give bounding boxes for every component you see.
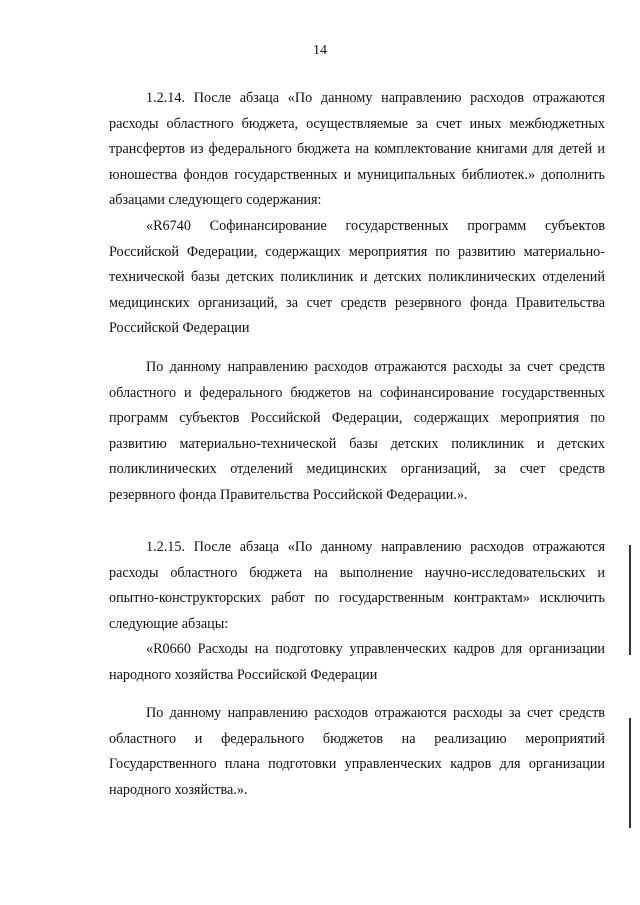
paragraph-r0660-heading: «R0660 Расходы на подготовку управленческих кадров для организации народного хозяйства Российской Федерации — [109, 641, 605, 683]
paragraph-1-2-14: 1.2.14. После абзаца «По данному направлению расходов отражаются расходы областного бюджета, осуществляемые за счет иных межбюджетных трансфертов из федерального бюджета на комплектование книгами для детей и юношества фондов государственных и муниципальных библиотек.» дополнить абзацами следующего содержания: — [109, 90, 605, 209]
page-number: 14 — [313, 43, 327, 58]
paragraph-1-2-15: 1.2.15. После абзаца «По данному направлению расходов отражаются расходы областного бюджета на выполнение научно-исследовательских и опытно-конструкторских работ по государственным контрактам» исключить следующие абзацы: — [109, 539, 605, 632]
scan-edge-mark — [629, 545, 631, 655]
paragraph-r6740-heading: «R6740 Софинансирование государственных программ субъектов Российской Федерации, содержащих мероприятия по развитию материально-технической базы детских поликлиник и детских поликлинических отделений медицинских организаций, за счет средств резервного фонда Правительства Российской Федерации — [109, 218, 605, 337]
paragraph-r0660-description: По данному направлению расходов отражаются расходы за счет средств областного и федерального бюджетов на реализацию мероприятий Государственного плана подготовки управленческих кадров для организации народного хозяйства.». — [109, 705, 605, 798]
scan-edge-mark — [629, 718, 631, 828]
paragraph-r6740-description: По данному направлению расходов отражаются расходы за счет средств областного и федерального бюджетов на софинансирование государственных программ субъектов Российской Федерации, содержащих мероприятия по развитию материально-технической базы детских поликлиник и детских поликлинических отделений медицинских организаций, за счет средств резервного фонда Правительства Российской Федерации.». — [109, 359, 605, 503]
